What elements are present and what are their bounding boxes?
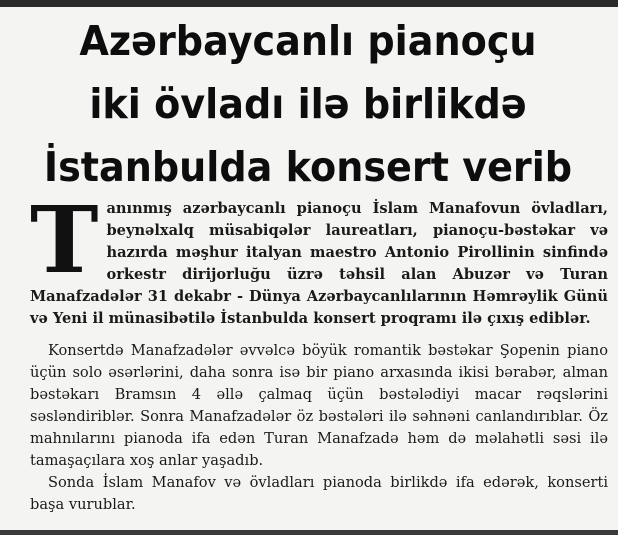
drop-cap: T	[30, 186, 99, 294]
headline-line-1: Azərbaycanlı pianoçu	[79, 17, 537, 65]
paragraph-3: Sonda İslam Manafov və övladları pianoda birlikdə ifa edərək, konserti başa vurublar.	[30, 474, 608, 513]
bottom-rule	[0, 530, 618, 535]
headline	[29, 10, 587, 199]
paragraph-2: Konsertdə Manafzadələr əvvəlcə böyük romantik bəstəkar Şopenin piano üçün solo əsərlərini, daha sonra isə bir piano arxasında ikisi bərabər, alman bəstəkarı Bramsın 4 əllə çalmaq üçün bəstələdiyi macar rəqslərini səsləndiriblər. Sonra Manafzadələr öz bəstələri ilə səhnəni canlandırıblar. Öz mahnılarını pianoda ifa edən Turan Manafzadə həm də məlahətli səsi ilə tamaşaçılara xoş anlar yaşadıb.	[30, 342, 608, 469]
headline-line-3: İstanbulda konsert verib	[43, 143, 573, 191]
headline-line-2: iki övladı ilə birlikdə	[89, 80, 527, 128]
article-body	[30, 186, 608, 516]
top-rule	[0, 0, 618, 7]
lead-paragraph	[30, 186, 608, 330]
lead-text: anınmış azərbaycanlı pianoçu İslam Manafovun övladları, beynəlxalq müsabiqələr laureatları, pianoçu-bəstəkar və hazırda məşhur italyan maestro Antonio Pirollinin sinfində orkestr dirijorluğu üzrə təhsil alan Abuzər və Turan Manafzadələr 31 dekabr - Dünya Azərbaycanlılarının Həmrəylik Günü və Yeni il münasibətilə İstanbulda konsert proqramı ilə çıxış ediblər.	[30, 200, 608, 327]
